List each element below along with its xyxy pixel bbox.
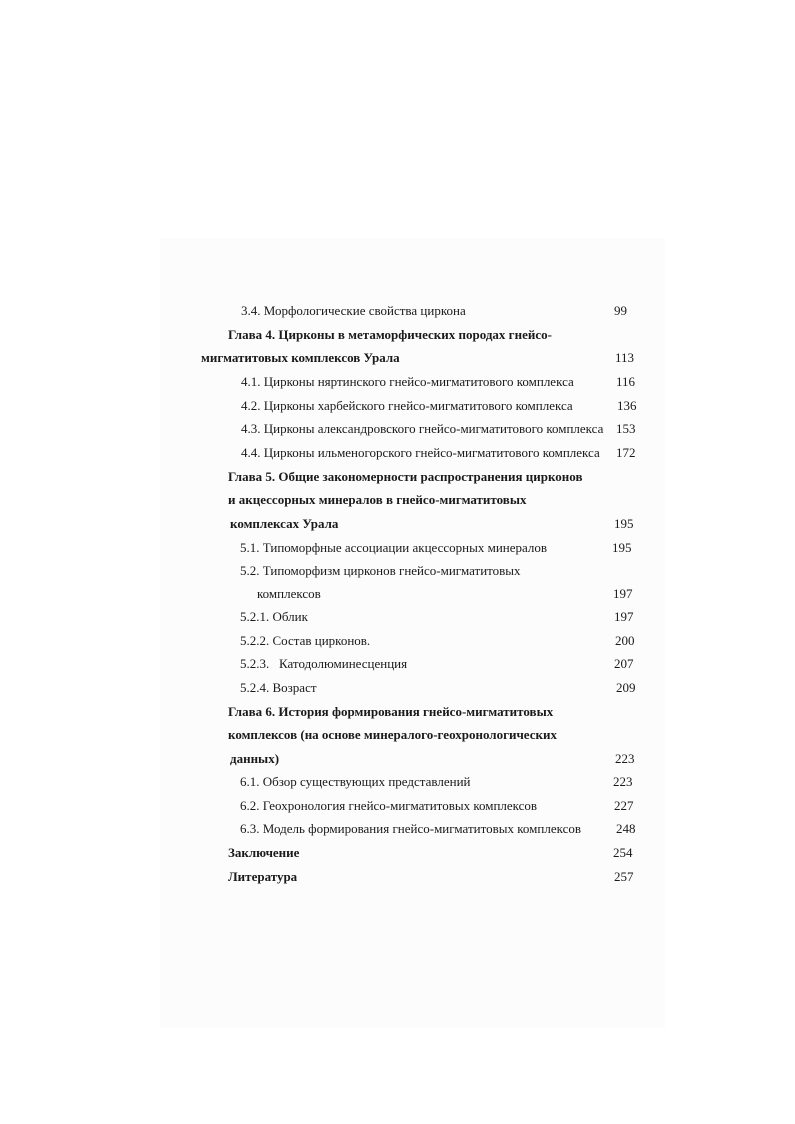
chapter-heading: и акцессорных минералов в гнейсо-мигматитовых <box>228 492 527 507</box>
toc-entry-title: 6.2. Геохронология гнейсо-мигматитовых комплексов <box>240 798 538 813</box>
toc-entry-page: 197 <box>613 586 633 601</box>
toc-entry-title: 5.2.4. Возраст <box>240 680 317 695</box>
toc-entry-page: 227 <box>614 798 634 813</box>
toc-entry-page: 136 <box>617 398 637 413</box>
chapter-heading: комплексах Урала <box>230 516 339 531</box>
chapter-heading: Глава 4. Цирконы в метаморфических породах гнейсо- <box>228 327 552 342</box>
toc-entry-page: 223 <box>615 751 635 766</box>
toc-entry-page: 207 <box>614 656 634 671</box>
toc-entry-title: 3.4. Морфологические свойства циркона <box>241 303 466 318</box>
toc-entry-title: комплексов <box>257 586 321 601</box>
chapter-heading: данных) <box>230 751 280 766</box>
toc-entry-page: 195 <box>614 516 634 531</box>
toc-entry-page: 195 <box>612 540 632 555</box>
toc-entry-title: 6.3. Модель формирования гнейсо-мигматитовых комплексов <box>240 821 582 836</box>
toc-entry-title: 4.1. Цирконы няртинского гнейсо-мигматитового комплекса <box>241 374 574 389</box>
chapter-heading: Глава 6. История формирования гнейсо-мигматитовых <box>228 704 554 719</box>
toc-entry-title: 6.1. Обзор существующих представлений <box>240 774 471 789</box>
toc-entry-page: 254 <box>613 845 633 860</box>
toc-entry-title: 4.2. Цирконы харбейского гнейсо-мигматитового комплекса <box>241 398 573 413</box>
toc-entry-title: 4.3. Цирконы александровского гнейсо-мигматитового комплекса <box>241 421 604 436</box>
toc-entry-page: 209 <box>616 680 636 695</box>
toc-entry-title: 5.1. Типоморфные ассоциации акцессорных минералов <box>240 540 548 555</box>
chapter-heading: Глава 5. Общие закономерности распространения цирконов <box>228 469 583 484</box>
chapter-heading: комплексов (на основе минералого-геохронологических <box>228 727 557 742</box>
chapter-heading: мигматитовых комплексов Урала <box>201 350 400 365</box>
toc-entry-page: 116 <box>616 374 636 389</box>
references-heading: Литература <box>228 869 298 884</box>
toc-entry-page: 172 <box>616 445 636 460</box>
toc-entry-title: 4.4. Цирконы ильменогорского гнейсо-мигматитового комплекса <box>241 445 600 460</box>
toc-entry-page: 200 <box>615 633 635 648</box>
toc-entry-title: 5.2.3. Катодолюминесценция <box>240 656 408 671</box>
toc-entry-title: 5.2.2. Состав цирконов. <box>240 633 371 648</box>
toc-entry-page: 113 <box>615 350 635 365</box>
toc-entry-page: 248 <box>616 821 636 836</box>
toc-entry-page: 99 <box>614 303 627 318</box>
conclusion-heading: Заключение <box>228 845 300 860</box>
toc-entry-page: 223 <box>613 774 633 789</box>
toc-entry-page: 197 <box>614 609 634 624</box>
toc-entry-title: 5.2. Типоморфизм цирконов гнейсо-мигматитовых <box>240 563 521 578</box>
toc-entry-page: 153 <box>616 421 636 436</box>
toc-entry-title: 5.2.1. Облик <box>240 609 308 624</box>
toc-entry-page: 257 <box>614 869 634 884</box>
